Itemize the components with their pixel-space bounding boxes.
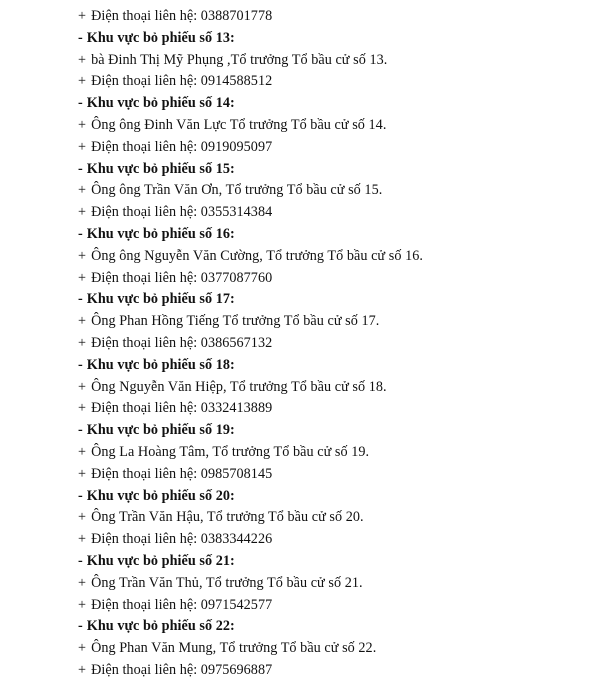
section-heading xyxy=(78,551,588,573)
bullet-marker: + xyxy=(78,531,87,548)
section-heading xyxy=(78,616,588,638)
leader-text: Ông Trần Văn Hậu, Tổ trưởng Tổ bầu cử số 20. xyxy=(91,509,364,526)
bullet-marker: + xyxy=(78,378,87,395)
contact-line xyxy=(78,268,588,290)
leader-line xyxy=(78,442,588,464)
heading-text: Khu vực bỏ phiếu số 17: xyxy=(86,291,235,308)
leader-line xyxy=(78,573,588,595)
bullet-marker: + xyxy=(78,640,87,657)
dash-marker: - xyxy=(78,618,83,635)
leader-text: Ông ông Đinh Văn Lực Tổ trưởng Tổ bầu cử số 14. xyxy=(91,116,387,133)
leader-line xyxy=(78,377,588,399)
bullet-marker: + xyxy=(78,313,87,330)
contact-text: Điện thoại liên hệ: 0355314384 xyxy=(91,204,273,221)
leader-line xyxy=(78,115,588,137)
bullet-marker: + xyxy=(78,8,87,24)
contact-text: Điện thoại liên hệ: 0919095097 xyxy=(91,138,273,155)
contact-line xyxy=(78,333,588,355)
contact-text: Điện thoại liên hệ: 0383344226 xyxy=(91,531,273,548)
bullet-marker: + xyxy=(78,596,87,613)
leader-text: Ông Nguyễn Văn Hiệp, Tổ trưởng Tổ bầu cử số 18. xyxy=(91,378,387,395)
bullet-marker: + xyxy=(78,247,87,264)
contact-text: Điện thoại liên hệ: 0388701778 xyxy=(91,8,273,24)
section-heading xyxy=(78,224,588,246)
leader-text: Ông ông Trần Văn Ơn, Tổ trưởng Tổ bầu cử số 15. xyxy=(91,182,383,199)
dash-marker: - xyxy=(78,291,83,308)
heading-text: Khu vực bỏ phiếu số 22: xyxy=(86,618,235,635)
contact-text: Điện thoại liên hệ: 0975696887 xyxy=(91,661,273,678)
contact-line xyxy=(78,202,588,224)
contact-line xyxy=(78,464,588,486)
contact-line xyxy=(78,660,588,682)
bullet-marker: + xyxy=(78,73,87,90)
bullet-marker: + xyxy=(78,334,87,351)
contact-line xyxy=(78,529,588,551)
bullet-marker: + xyxy=(78,182,87,199)
contact-text: Điện thoại liên hệ: 0386567132 xyxy=(91,334,273,351)
heading-text: Khu vực bỏ phiếu số 21: xyxy=(86,552,235,569)
leader-text: Ông Phan Văn Mung, Tổ trưởng Tổ bầu cử số 22. xyxy=(91,640,377,657)
leader-text: bà Đinh Thị Mỹ Phụng ,Tổ trưởng Tổ bầu cử số 13. xyxy=(91,51,388,68)
dash-marker: - xyxy=(78,487,83,504)
contact-text: Điện thoại liên hệ: 0332413889 xyxy=(91,400,273,417)
dash-marker: - xyxy=(78,552,83,569)
leader-text: Ông La Hoàng Tâm, Tổ trưởng Tổ bầu cử số 19. xyxy=(91,443,370,460)
bullet-marker: + xyxy=(78,509,87,526)
document-body xyxy=(78,6,588,682)
bullet-marker: + xyxy=(78,443,87,460)
heading-text: Khu vực bỏ phiếu số 16: xyxy=(86,225,235,242)
heading-text: Khu vực bỏ phiếu số 14: xyxy=(86,95,235,112)
section-heading xyxy=(78,355,588,377)
section-heading xyxy=(78,159,588,181)
section-heading xyxy=(78,420,588,442)
section-heading xyxy=(78,93,588,115)
heading-text: Khu vực bỏ phiếu số 18: xyxy=(86,356,235,373)
bullet-marker: + xyxy=(78,204,87,221)
leader-text: Ông Phan Hồng Tiếng Tổ trưởng Tổ bầu cử số 17. xyxy=(91,313,380,330)
heading-text: Khu vực bỏ phiếu số 15: xyxy=(86,160,235,177)
dash-marker: - xyxy=(78,95,83,112)
dash-marker: - xyxy=(78,160,83,177)
dash-marker: - xyxy=(78,422,83,439)
leader-text: Ông Trần Văn Thủ, Tổ trưởng Tổ bầu cử số 21. xyxy=(91,574,363,591)
bullet-marker: + xyxy=(78,661,87,678)
section-heading xyxy=(78,486,588,508)
leader-line xyxy=(78,311,588,333)
heading-text: Khu vực bỏ phiếu số 19: xyxy=(86,422,235,439)
contact-line xyxy=(78,71,588,93)
bullet-marker: + xyxy=(78,51,87,68)
contact-line xyxy=(78,137,588,159)
contact-text: Điện thoại liên hệ: 0914588512 xyxy=(91,73,273,90)
dash-marker: - xyxy=(78,356,83,373)
bullet-marker: + xyxy=(78,574,87,591)
leader-line xyxy=(78,50,588,72)
section-heading xyxy=(78,28,588,50)
leader-line xyxy=(78,246,588,268)
heading-text: Khu vực bỏ phiếu số 13: xyxy=(86,29,235,46)
contact-line xyxy=(78,398,588,420)
bullet-marker: + xyxy=(78,465,87,482)
heading-text: Khu vực bỏ phiếu số 20: xyxy=(86,487,235,504)
leader-line xyxy=(78,507,588,529)
dash-marker: - xyxy=(78,225,83,242)
leader-line xyxy=(78,180,588,202)
contact-text: Điện thoại liên hệ: 0377087760 xyxy=(91,269,273,286)
section-heading xyxy=(78,289,588,311)
contact-text: Điện thoại liên hệ: 0971542577 xyxy=(91,596,273,613)
bullet-marker: + xyxy=(78,400,87,417)
bullet-marker: + xyxy=(78,269,87,286)
leader-line xyxy=(78,638,588,660)
dash-marker: - xyxy=(78,29,83,46)
bullet-marker: + xyxy=(78,138,87,155)
contact-line xyxy=(78,595,588,617)
contact-line xyxy=(78,6,588,28)
leader-text: Ông ông Nguyễn Văn Cường, Tổ trưởng Tổ bầu cử số 16. xyxy=(91,247,423,264)
contact-text: Điện thoại liên hệ: 0985708145 xyxy=(91,465,273,482)
bullet-marker: + xyxy=(78,116,87,133)
